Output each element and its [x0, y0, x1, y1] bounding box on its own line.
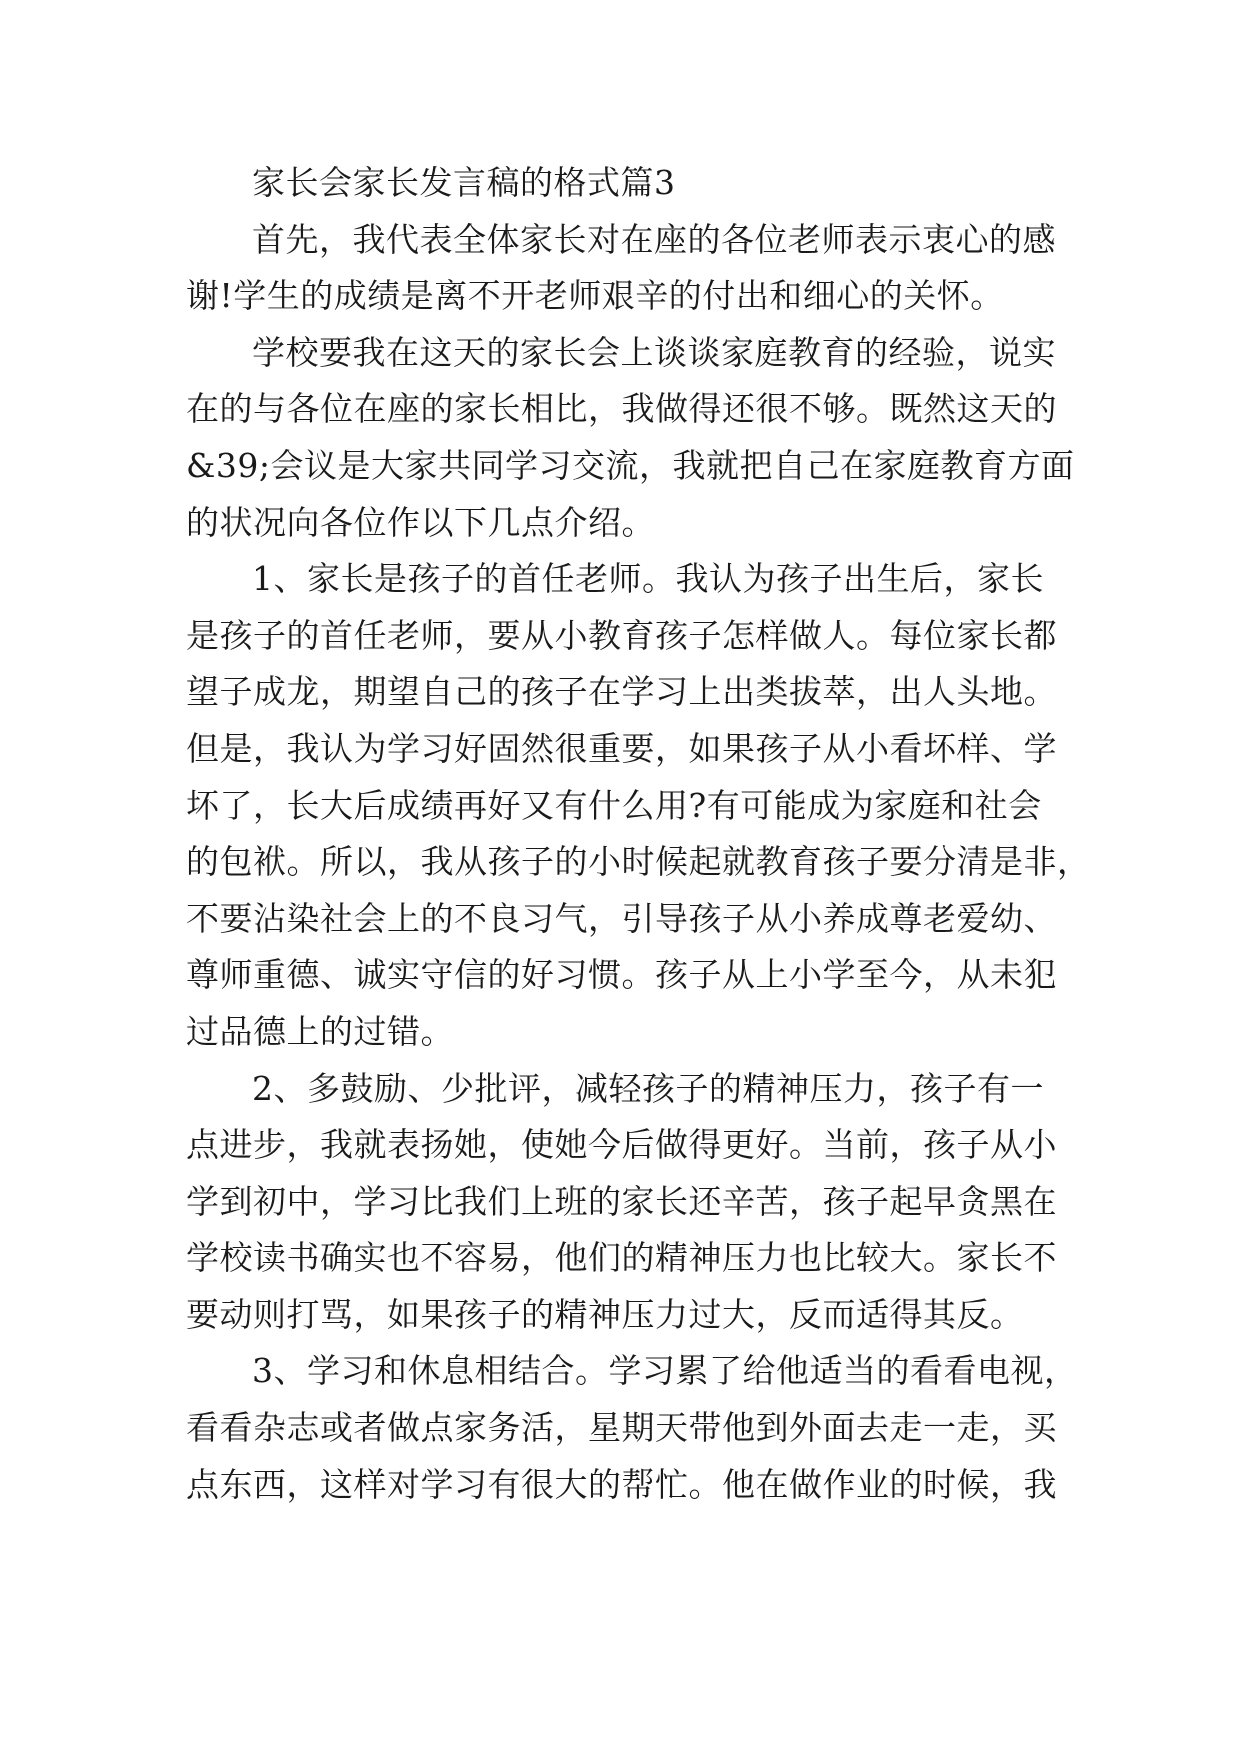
paragraph-line: &39;会议是大家共同学习交流，我就把自己在家庭教育方面	[186, 445, 1075, 485]
paragraph-line: 学校读书确实也不容易，他们的精神压力也比较大。家长不	[186, 1238, 1057, 1278]
paragraph-line: 3、学习和休息相结合。学习累了给他适当的看看电视，	[252, 1351, 1078, 1391]
document-title: 家长会家长发言稿的格式篇3	[252, 163, 676, 202]
paragraph-line: 学校要我在这天的家长会上谈谈家庭教育的经验，说实	[252, 332, 1056, 372]
paragraph-3	[186, 551, 1091, 1060]
paragraph-line: 的包袱。所以，我从孩子的小时候起就教育孩子要分清是非，	[186, 842, 1091, 882]
paragraph-line: 2、多鼓励、少批评，减轻孩子的精神压力，孩子有一	[252, 1068, 1044, 1108]
paragraph-line: 是孩子的首任老师，要从小教育孩子怎样做人。每位家长都	[186, 615, 1057, 655]
paragraph-line: 但是，我认为学习好固然很重要，如果孩子从小看坏样、学	[186, 728, 1057, 768]
document-body	[186, 155, 1091, 1513]
paragraph-line: 首先，我代表全体家长对在座的各位老师表示衷心的感	[252, 219, 1056, 259]
paragraph-2	[186, 325, 1075, 551]
paragraph-line: 的状况向各位作以下几点介绍。	[186, 502, 655, 542]
paragraph-line: 点进步，我就表扬她，使她今后做得更好。当前，孩子从小	[186, 1125, 1057, 1165]
paragraph-line: 望子成龙，期望自己的孩子在学习上出类拔萃，出人头地。	[186, 672, 1057, 712]
paragraph-line: 过品德上的过错。	[186, 1011, 454, 1051]
paragraph-line: 点东西，这样对学习有很大的帮忙。他在做作业的时候，我	[186, 1464, 1057, 1504]
paragraph-line: 坏了，长大后成绩再好又有什么用?有可能成为家庭和社会	[186, 785, 1042, 825]
paragraph-1	[186, 212, 1056, 325]
paragraph-line: 1、家长是孩子的首任老师。我认为孩子出生后，家长	[252, 559, 1044, 599]
paragraph-line: 尊师重德、诚实守信的好习惯。孩子从上小学至今，从未犯	[186, 955, 1057, 995]
paragraph-4	[186, 1061, 1056, 1344]
paragraph-5	[186, 1343, 1078, 1513]
paragraph-line: 要动则打骂，如果孩子的精神压力过大，反而适得其反。	[186, 1294, 1024, 1334]
paragraph-line: 在的与各位在座的家长相比，我做得还很不够。既然这天的	[186, 389, 1057, 429]
paragraph-line: 不要沾染社会上的不良习气，引导孩子从小养成尊老爱幼、	[186, 898, 1057, 938]
paragraph-line: 谢!学生的成绩是离不开老师艰辛的付出和细心的关怀。	[186, 276, 1004, 316]
paragraph-line: 学到初中，学习比我们上班的家长还辛苦，孩子起早贪黑在	[186, 1181, 1057, 1221]
paragraph-line: 看看杂志或者做点家务活，星期天带他到外面去走一走，买	[186, 1408, 1057, 1448]
